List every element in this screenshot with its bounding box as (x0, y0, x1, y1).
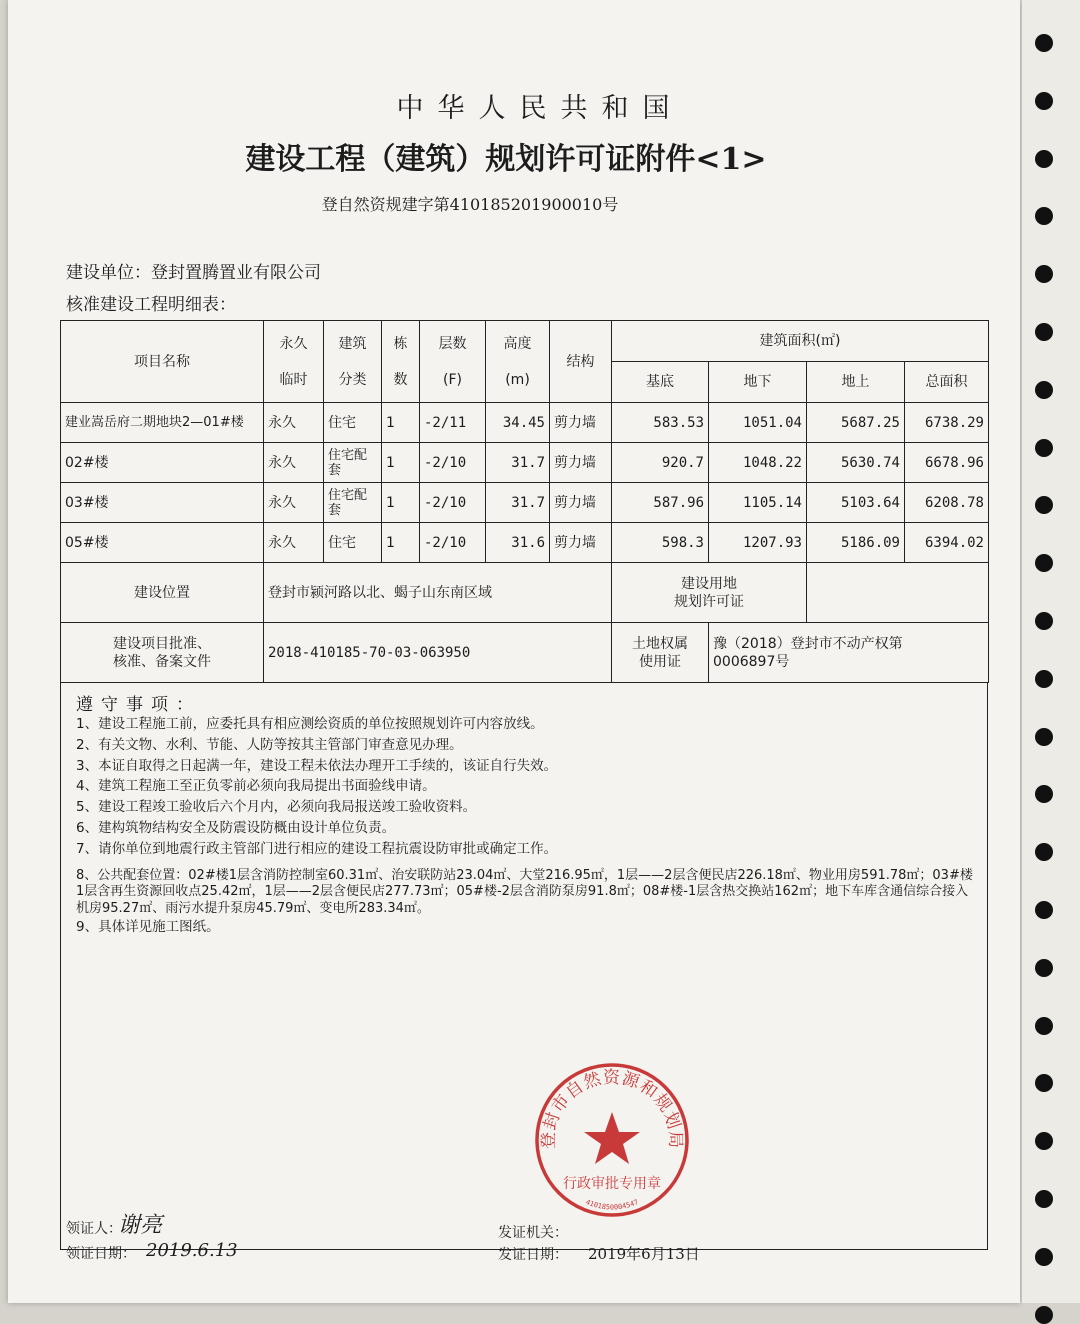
header-aboveground-area: 地上 (807, 362, 905, 403)
tractor-feed-hole-icon (1035, 323, 1053, 341)
note-item: 1、建设工程施工前，应委托具有相应测绘资质的单位按照规划许可内容放线。 (76, 716, 544, 732)
row-above: 5103.64 (807, 483, 905, 523)
receiver-signature: 谢亮 (118, 1213, 163, 1238)
location-value: 登封市颍河路以北、蝎子山东南区域 (264, 563, 612, 623)
note-item: 3、本证自取得之日起满一年，建设工程未依法办理开工手续的，该证自行失效。 (76, 757, 558, 774)
row-height: 31.6 (486, 523, 550, 563)
row-floors: -2/11 (420, 403, 486, 443)
row-structure: 剪力墙 (550, 443, 612, 483)
seal-bottom-text: 行政审批专用章 (563, 1176, 661, 1192)
header-height: 高度 (m) (486, 321, 550, 403)
note-item: 9、具体详见施工图纸。 (76, 919, 220, 936)
row-above: 5630.74 (807, 443, 905, 483)
row-under: 1051.04 (709, 403, 807, 443)
receiver-label: 领证人： (66, 1221, 122, 1237)
row-count: 1 (382, 403, 420, 443)
row-count: 1 (382, 443, 420, 483)
row-type: 住宅 (324, 403, 382, 443)
tractor-feed-strip (1022, 0, 1080, 1303)
location-label: 建设位置 (61, 563, 264, 623)
row-total: 6394.02 (905, 523, 989, 563)
header-total-area: 总面积 (905, 362, 989, 403)
row-structure: 剪力墙 (550, 483, 612, 523)
approval-label: 建设项目批准、 核准、备案文件 (61, 623, 264, 683)
header-nature: 永久 临时 (264, 321, 324, 403)
header-project-name: 项目名称 (61, 321, 264, 403)
land-right-value: 豫（2018）登封市不动产权第 0006897号 (709, 623, 989, 683)
official-seal (532, 1060, 692, 1220)
country-heading: 中华人民共和国 (396, 93, 684, 124)
header-count: 栋 数 (382, 321, 420, 403)
land-right-label: 土地权属 使用证 (612, 623, 709, 683)
land-permit-label: 建设用地 规划许可证 (612, 563, 807, 623)
table-row (61, 483, 989, 523)
project-table (60, 320, 989, 683)
row-height: 34.45 (486, 403, 550, 443)
header-underground-area: 地下 (709, 362, 807, 403)
issue-date-label: 发证日期： (498, 1247, 568, 1263)
tractor-feed-hole-icon (1035, 381, 1053, 399)
row-under: 1207.93 (709, 523, 807, 563)
seal-number: 4101850004547 (584, 1198, 640, 1212)
row-base: 920.7 (612, 443, 709, 483)
tractor-feed-hole-icon (1035, 1306, 1053, 1324)
table-row (61, 523, 989, 563)
header-type: 建筑 分类 (324, 321, 382, 403)
row-structure: 剪力墙 (550, 523, 612, 563)
receive-date-label: 领证日期： (66, 1246, 136, 1262)
row-above: 5186.09 (807, 523, 905, 563)
tractor-feed-hole-icon (1035, 34, 1053, 52)
row-name: 02#楼 (61, 443, 264, 483)
issuer-label: 发证机关： (498, 1225, 568, 1241)
note-item: 4、建筑工程施工至正负零前必须向我局提出书面验线申请。 (76, 778, 436, 795)
header-floors: 层数 (F) (420, 321, 486, 403)
document-title: 建设工程（建筑）规划许可证附件<1> (245, 142, 767, 177)
note-item-public-facilities: 8、公共配套位置：02#楼1层含消防控制室60.31㎡、治安联防站23.04㎡、大堂216.95㎡，1层——2层含便民店226.18㎡、物业用房591.78㎡；03#楼1层含再生资源回收点25.42㎡，1层——2层含便民店277.73㎡；05#楼-2层含消防泵房91.8㎡；08#楼-1层含热交换站162㎡；地下车库含通信综合接入机房95.27㎡、雨污水提升泵房45.79㎡、变电所283.34㎡。 (76, 867, 973, 916)
tractor-feed-hole-icon (1035, 1248, 1053, 1266)
row-base: 598.3 (612, 523, 709, 563)
land-permit-value (807, 563, 989, 623)
tractor-feed-hole-icon (1035, 901, 1053, 919)
row-base: 583.53 (612, 403, 709, 443)
header-structure: 结构 (550, 321, 612, 403)
row-above: 5687.25 (807, 403, 905, 443)
row-nature: 永久 (264, 523, 324, 563)
row-nature: 永久 (264, 403, 324, 443)
notes-list (76, 714, 976, 938)
tractor-feed-hole-icon (1035, 150, 1053, 168)
tractor-feed-hole-icon (1035, 612, 1053, 630)
row-height: 31.7 (486, 443, 550, 483)
table-row (61, 403, 989, 443)
row-type: 住宅 (324, 523, 382, 563)
table-row (61, 443, 989, 483)
seal-star-icon (584, 1112, 640, 1164)
row-under: 1105.14 (709, 483, 807, 523)
row-structure: 剪力墙 (550, 403, 612, 443)
row-total: 6738.29 (905, 403, 989, 443)
row-height: 31.7 (486, 483, 550, 523)
row-floors: -2/10 (420, 523, 486, 563)
note-item: 7、请你单位到地震行政主管部门进行相应的建设工程抗震设防审批或确定工作。 (76, 840, 558, 857)
tractor-feed-hole-icon (1035, 959, 1053, 977)
seal-arc-text: 登封市自然资源和规划局 (538, 1067, 686, 1150)
row-name: 建业嵩岳府二期地块2—01#楼 (61, 403, 264, 443)
tractor-feed-hole-icon (1035, 670, 1053, 688)
tractor-feed-hole-icon (1035, 1190, 1053, 1208)
receive-date-handwritten: 2019.6.13 (146, 1240, 238, 1261)
row-name: 03#楼 (61, 483, 264, 523)
row-count: 1 (382, 523, 420, 563)
row-count: 1 (382, 483, 420, 523)
row-name: 05#楼 (61, 523, 264, 563)
issue-date: 2019年6月13日 (588, 1245, 700, 1263)
row-type: 住宅配套 (324, 483, 382, 523)
row-base: 587.96 (612, 483, 709, 523)
notes-title: 遵守事项： (76, 695, 201, 715)
construction-unit: 建设单位：登封置腾置业有限公司 (66, 263, 321, 283)
row-nature: 永久 (264, 443, 324, 483)
row-floors: -2/10 (420, 443, 486, 483)
note-item: 5、建设工程竣工验收后六个月内，必须向我局报送竣工验收资料。 (76, 799, 477, 816)
header-area: 建筑面积(㎡) (612, 321, 989, 362)
row-under: 1048.22 (709, 443, 807, 483)
permit-number: 登自然资规建字第410185201900010号 (321, 195, 619, 214)
row-floors: -2/10 (420, 483, 486, 523)
table-title: 核准建设工程明细表： (66, 295, 236, 315)
tractor-feed-hole-icon (1035, 1017, 1053, 1035)
approval-value: 2018-410185-70-03-063950 (264, 623, 612, 683)
row-nature: 永久 (264, 483, 324, 523)
tractor-feed-hole-icon (1035, 728, 1053, 746)
header-base-area: 基底 (612, 362, 709, 403)
note-item: 6、建构筑物结构安全及防震设防概由设计单位负责。 (76, 819, 396, 836)
row-total: 6208.78 (905, 483, 989, 523)
row-total: 6678.96 (905, 443, 989, 483)
note-item: 2、有关文物、水利、节能、人防等按其主管部门审查意见办理。 (76, 736, 463, 753)
tractor-feed-hole-icon (1035, 439, 1053, 457)
row-type: 住宅配套 (324, 443, 382, 483)
